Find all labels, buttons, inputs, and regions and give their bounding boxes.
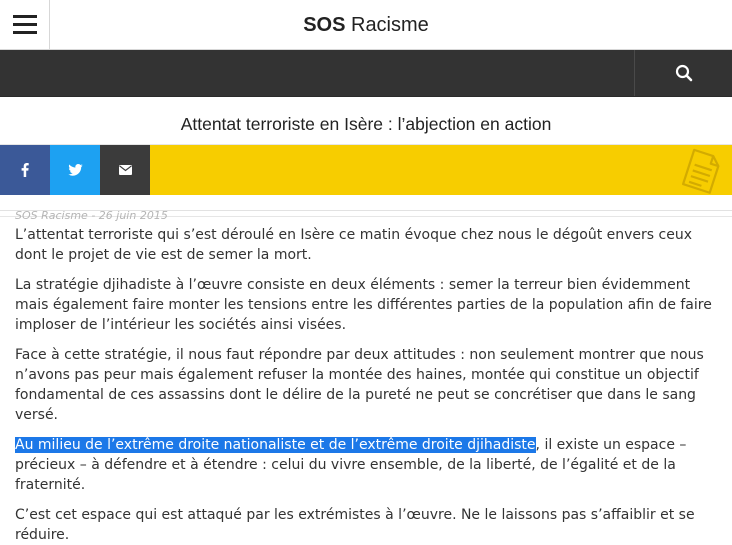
paragraph: L’attentat terroriste qui s’est déroulé en Isère ce matin évoque chez nous le dégoût envers ceux dont le projet de vie est de semer la mort. xyxy=(15,227,693,263)
mail-icon xyxy=(119,165,132,175)
share-bar xyxy=(0,145,732,195)
search-button[interactable] xyxy=(634,50,732,96)
paragraph xyxy=(15,435,717,495)
nav-bar xyxy=(0,50,732,97)
mail-share-button[interactable] xyxy=(100,145,150,195)
site-name-bold: SOS xyxy=(303,14,346,36)
document-icon xyxy=(676,147,726,199)
top-header xyxy=(0,0,732,50)
paragraph: Face à cette stratégie, il nous faut répondre par deux attitudes : non seulement montrer que nous n’avons pas peur mais également refuser la montée des haines, montée qui constitue un objectif fondamental de ces assassins dont le délire de la pureté ne peut se concrétiser que dans le sang versé. xyxy=(15,347,704,423)
selected-text: Au milieu de l’extrême droite nationaliste et de l’extrême droite djihadiste xyxy=(15,437,536,453)
paragraph-text: , il existe un espace – précieux – à défendre et à étendre : celui du vivre ensemble, de la liberté, de l’égalité et de la fraternité. xyxy=(15,437,687,493)
article-title: Attentat terroriste en Isère : l’abjection en action xyxy=(0,97,732,145)
twitter-share-button[interactable] xyxy=(50,145,100,195)
site-name-rest: Racisme xyxy=(345,14,429,36)
paragraph: C’est cet espace qui est attaqué par les extrémistes à l’œuvre. Ne le laissons pas s’affaiblir et se réduire. xyxy=(15,507,695,543)
article-body xyxy=(0,217,732,545)
search-icon xyxy=(675,64,693,82)
paragraph: La stratégie djihadiste à l’œuvre consiste en deux éléments : semer la terreur bien évidemment mais également faire monter les tensions entre les différentes parties de la population afin de faire imploser de l’intérieur les sociétés ainsi visées. xyxy=(15,277,712,333)
facebook-share-button[interactable] xyxy=(0,145,50,195)
site-logo[interactable] xyxy=(0,14,732,37)
twitter-icon xyxy=(68,164,83,176)
article-meta: SOS Racisme - 26 juin 2015 xyxy=(15,209,168,222)
facebook-icon xyxy=(21,163,29,177)
